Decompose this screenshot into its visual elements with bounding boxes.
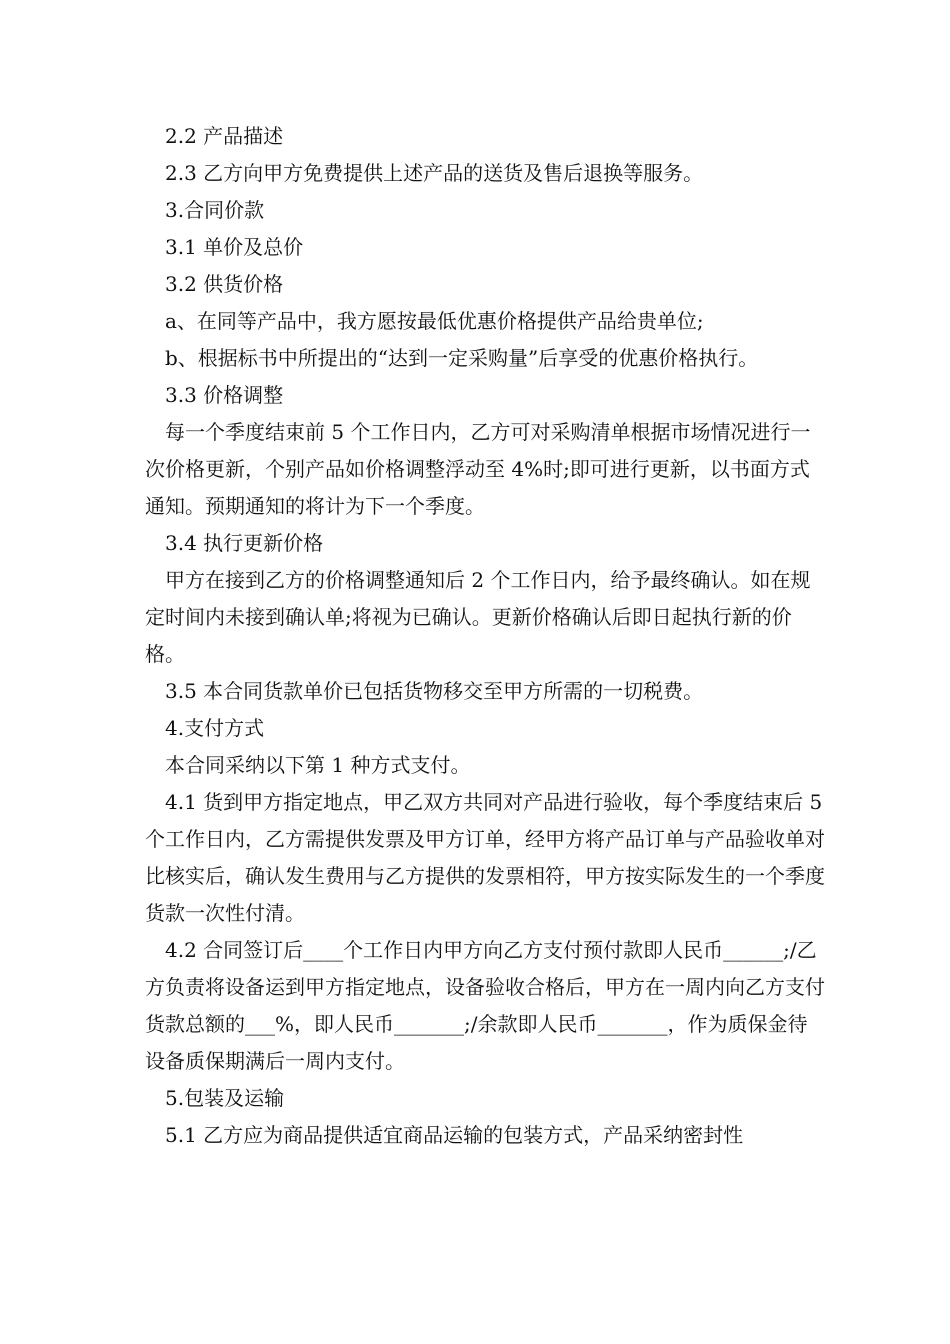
section-5-1-paragraph: 5.1 乙方应为商品提供适宜商品运输的包装方式，产品采纳密封性 <box>165 1123 744 1147</box>
section-5-heading: 5.包装及运输 <box>165 1086 285 1110</box>
section-3-4-paragraph: 甲方在接到乙方的价格调整通知后 2 个工作日内，给予最终确认。如在规定时间内未接到确认单;将视为已确认。更新价格确认后即日起执行新的价格。 <box>145 568 811 666</box>
section-4-heading: 4.支付方式 <box>165 716 265 740</box>
section-4-intro-paragraph: 本合同采纳以下第 1 种方式支付。 <box>165 753 471 777</box>
section-3-5-paragraph: 3.5 本合同货款单价已包括货物移交至甲方所需的一切税费。 <box>165 679 704 703</box>
section-4-2-paragraph: 4.2 合同签订后____个工作日内甲方向乙方支付预付款即人民币______;/乙方负责将设备运到甲方指定地点，设备验收合格后，甲方在一周内向乙方支付货款总额的___%，即人民币_______;/余款即人民币_______，作为质保金待设备质保期满后一周内支付。 <box>145 938 825 1073</box>
section-3-3-heading: 3.3 价格调整 <box>165 383 284 407</box>
section-2-2-heading: 2.2 产品描述 <box>165 124 284 148</box>
section-4-1-paragraph: 4.1 货到甲方指定地点，甲乙双方共同对产品进行验收，每个季度结束后 5 个工作日内，乙方需提供发票及甲方订单，经甲方将产品订单与产品验收单对比核实后，确认发生费用与乙方提供的发票相符，甲方按实际发生的一个季度货款一次性付清。 <box>145 790 829 925</box>
item-a-paragraph: a、在同等产品中，我方愿按最低优惠价格提供产品给贵单位; <box>165 309 704 333</box>
document-body <box>145 118 829 1154</box>
section-3-4-heading: 3.4 执行更新价格 <box>165 531 324 555</box>
item-b-paragraph: b、根据标书中所提出的“达到一定采购量”后享受的优惠价格执行。 <box>165 346 759 370</box>
section-3-1-heading: 3.1 单价及总价 <box>165 235 304 259</box>
section-2-3-paragraph: 2.3 乙方向甲方免费提供上述产品的送货及售后退换等服务。 <box>165 161 704 185</box>
section-3-3-paragraph: 每一个季度结束前 5 个工作日内，乙方可对采购清单根据市场情况进行一次价格更新，个别产品如价格调整浮动至 4%时;即可进行更新，以书面方式通知。预期通知的将计为下一个季度。 <box>145 420 811 518</box>
section-3-heading: 3.合同价款 <box>165 198 265 222</box>
section-3-2-heading: 3.2 供货价格 <box>165 272 284 296</box>
